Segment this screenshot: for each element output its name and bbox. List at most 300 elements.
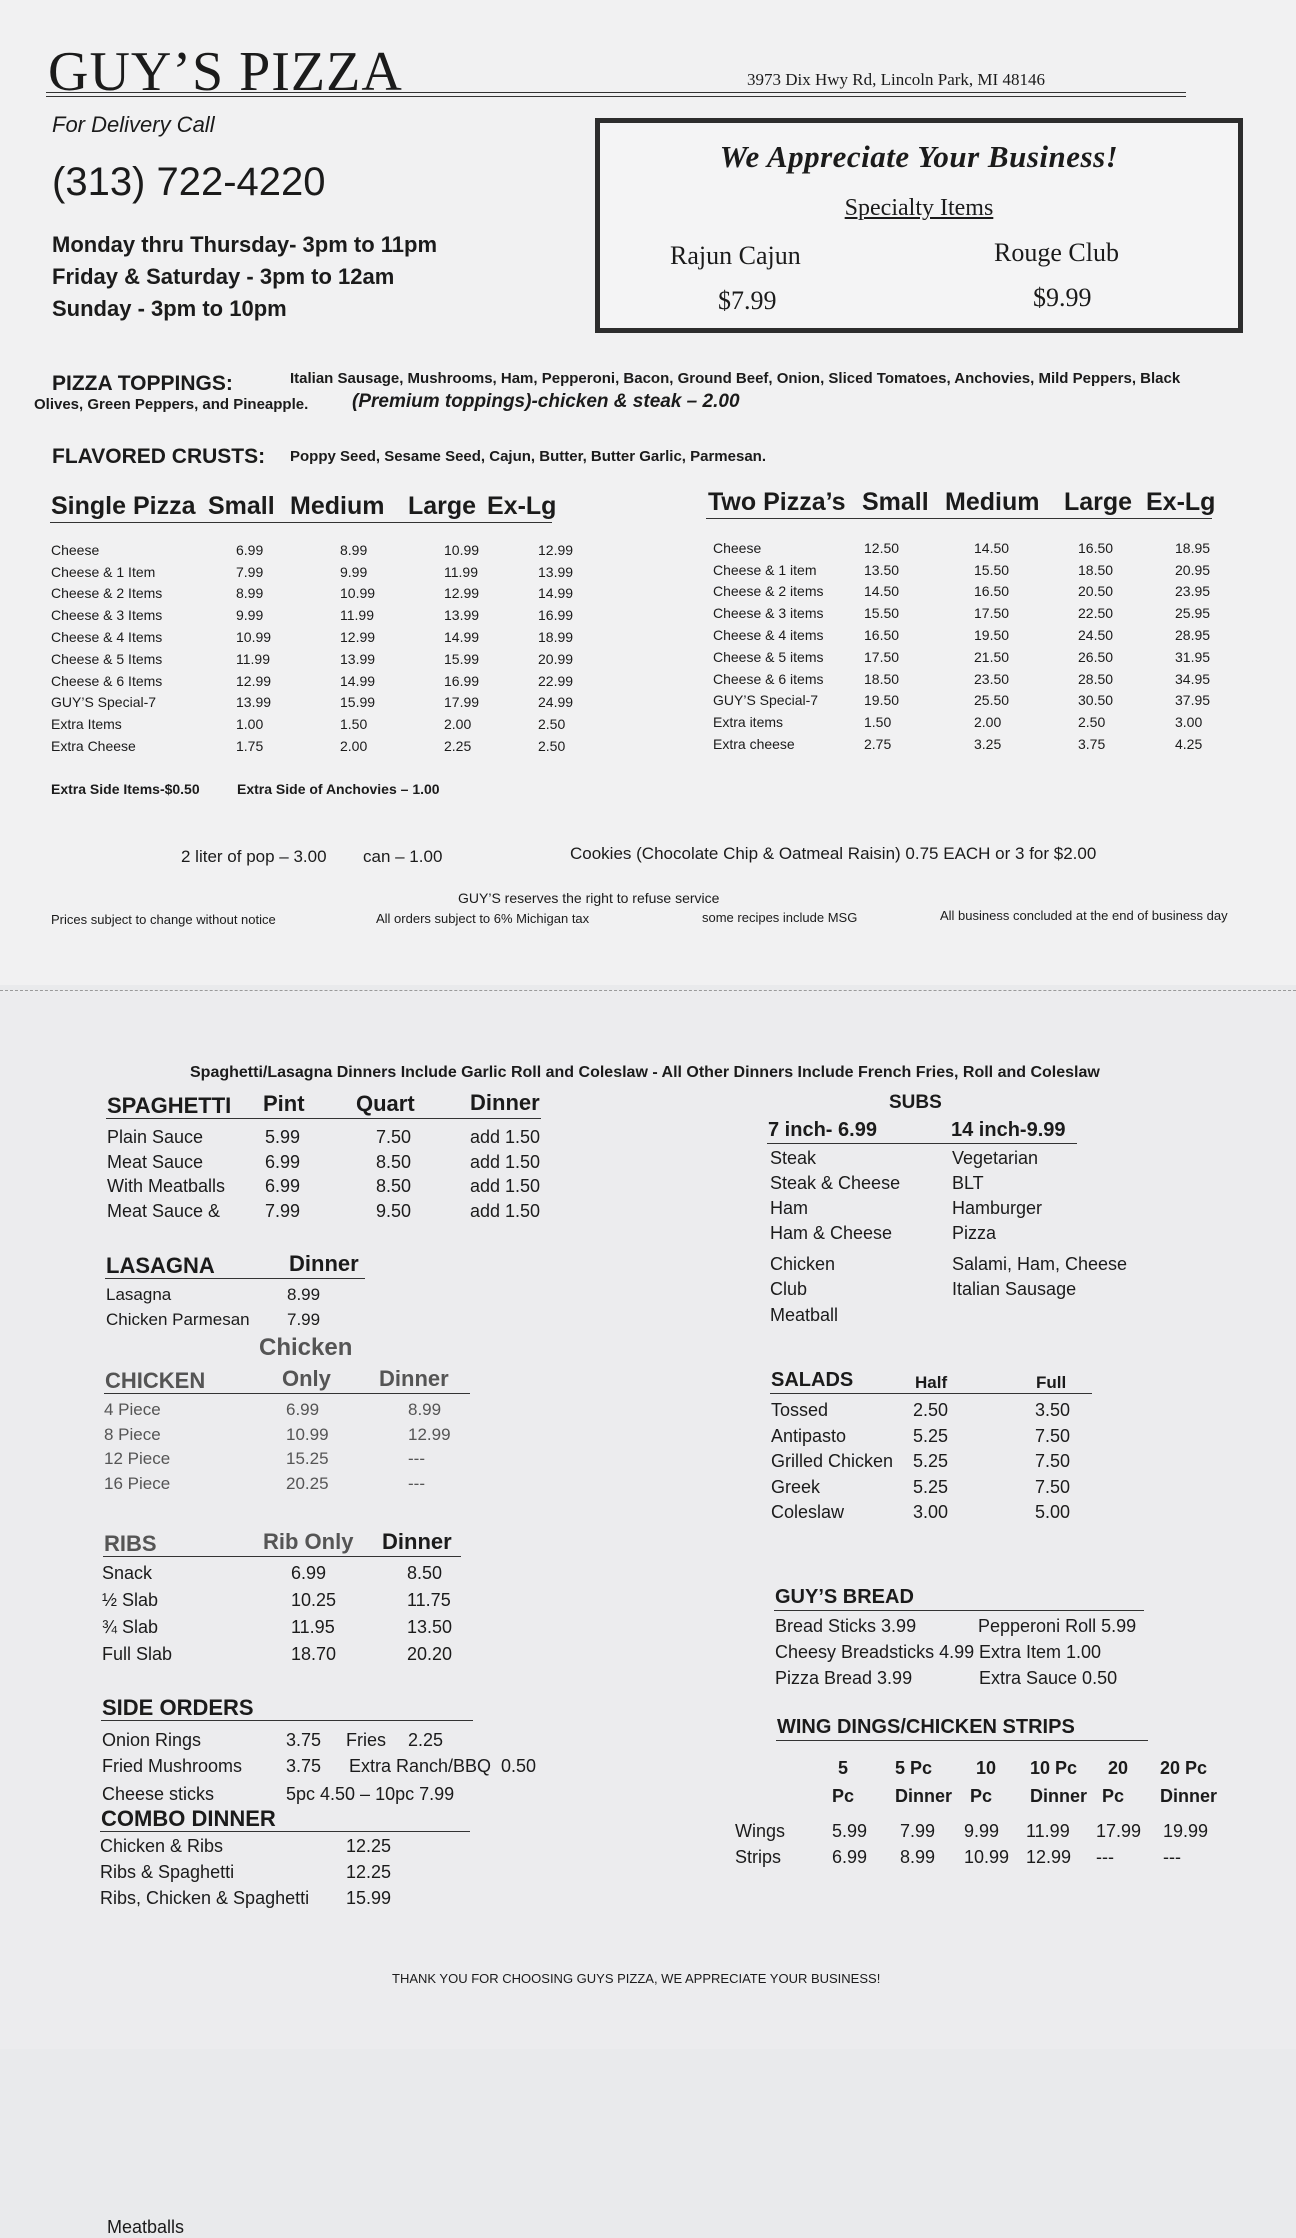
two-pizzas-row [713,690,1235,712]
toppings-label: PIZZA TOPPINGS: [52,372,233,395]
side-item-price: 3.75 [286,1756,322,1776]
wings-col-head: Dinner [1160,1786,1218,1806]
sub-item: Ham & Cheese [770,1223,893,1243]
side-orders-underline [101,1720,473,1721]
specialty-item-name: Rouge Club [994,238,1119,267]
item-price: 5.25 [913,1425,949,1446]
item-price: 2.50 [1078,714,1106,731]
item-price: 12.99 [408,1424,451,1444]
item-price: 6.99 [265,1176,301,1196]
item-price: 2.50 [913,1400,949,1420]
lasagna-heading: LASAGNA [106,1253,215,1278]
chicken-top-label: Chicken [259,1334,353,1361]
hours-weekday: Monday thru Thursday- 3pm to 11pm [52,232,438,257]
item-price: 2.00 [340,738,368,755]
item-price: 20.25 [286,1473,329,1493]
side-item-price: 3.75 [286,1730,322,1750]
item-price: 14.50 [864,583,900,600]
item-name: Strips [735,1847,782,1867]
item-name: ½ Slab [102,1590,159,1610]
item-price: 11.99 [340,607,374,624]
size-small-heading: Small [862,488,929,516]
item-price: 3.00 [1175,714,1203,731]
item-price: 25.50 [974,692,1010,709]
item-price: --- [408,1473,425,1493]
side-item-name: Fries [346,1730,386,1750]
item-price: 1.50 [864,714,892,731]
bread-item: Cheesy Breadsticks 4.99 [775,1642,975,1662]
item-price: 15.50 [864,605,900,622]
item-price: 6.99 [286,1400,320,1419]
item-price: 1.00 [236,716,264,733]
item-price: 18.99 [538,629,574,646]
item-name: Ribs & Spaghetti [100,1862,235,1882]
item-price: 11.75 [407,1590,451,1610]
item-price: 8.50 [407,1563,443,1583]
size-medium-heading: Medium [290,492,385,520]
pizza-menu-sheet [0,0,1296,985]
two-pizzas-underline [706,518,1212,519]
item-name: Cheese & 4 Items [51,629,163,646]
subs-heading: SUBS [889,1092,942,1113]
delivery-label: For Delivery Call [52,112,215,137]
wings-col-head: 5 [838,1758,849,1778]
item-price: 14.99 [340,672,376,689]
item-price: 15.99 [340,694,376,711]
item-name: Cheese [713,539,762,556]
item-price: 3.00 [913,1502,949,1522]
item-price: 16.99 [444,672,480,689]
item-name: Cheese & 3 items [713,605,824,622]
spaghetti-item-wrap: Meatballs [107,2217,185,2237]
size-large-heading: Large [408,492,477,520]
item-price: 8.99 [236,585,264,602]
item-price: 12.99 [538,541,574,558]
item-price: 2.75 [864,736,892,753]
dinners-note: Spaghetti/Lasagna Dinners Include Garlic Roll and Coleslaw - All Other Dinners Include French Fries, Roll and Coleslaw [190,1064,1100,1081]
item-price: 15.99 [346,1888,392,1908]
sub-item: Salami, Ham, Cheese [952,1254,1128,1274]
item-price: 24.50 [1078,627,1114,644]
item-price: 9.50 [376,1200,412,1221]
item-price: 5.25 [913,1476,949,1497]
wings-col-head: Pc [970,1786,993,1806]
bread-item: Extra Item 1.00 [979,1642,1102,1662]
item-price: 17.99 [444,694,480,711]
appreciation-headline: We Appreciate Your Business! [719,139,1119,174]
item-price: 17.99 [1096,1821,1142,1841]
item-name: Cheese & 5 items [713,648,824,665]
two-pizzas-row [713,733,1235,755]
salads-heading: SALADS [771,1369,854,1391]
item-price: 28.95 [1175,627,1211,644]
header-rule-2 [46,96,1186,97]
item-price: 22.99 [538,672,574,689]
item-price: 13.50 [864,561,900,578]
sub-item: Club [770,1279,808,1299]
item-name: Meat Sauce & [107,1200,221,1221]
item-price: 7.99 [236,563,264,580]
item-price: 20.95 [1175,561,1211,578]
wings-col-head: 20 [1108,1758,1129,1778]
item-price: 18.50 [1078,561,1114,578]
subs-14inch-price: 14 inch-9.99 [951,1119,1066,1141]
extra-side-items: Extra Side Items-$0.50 [51,781,200,797]
sub-item: Steak & Cheese [770,1173,901,1193]
item-price: 21.50 [974,648,1010,665]
salads-half-heading: Half [915,1373,948,1392]
item-price: 20.99 [538,650,574,667]
two-pizzas-row [713,711,1235,733]
item-price: 11.99 [236,650,270,667]
salads-full-heading: Full [1036,1373,1067,1392]
item-price: 13.50 [407,1617,453,1637]
wings-underline [776,1740,1148,1741]
size-medium-heading: Medium [945,488,1040,516]
item-price: 10.99 [444,541,480,558]
item-price: 1.50 [340,716,368,733]
restaurant-title: GUY’S PIZZA [48,41,403,103]
item-name: Grilled Chicken [771,1451,894,1471]
item-price: 13.99 [538,563,574,580]
item-price: 8.50 [376,1176,412,1196]
specialty-items-heading: Specialty Items [844,195,994,221]
single-pizza-underline [50,522,552,523]
item-price: 15.50 [974,561,1010,578]
item-price: 12.25 [346,1836,392,1856]
two-pizzas-table [713,537,1235,755]
bread-item: Pizza Bread 3.99 [775,1668,913,1688]
single-pizza-row [51,692,608,714]
item-name: Cheese & 3 Items [51,607,163,624]
item-name: Cheese & 6 Items [51,672,163,689]
chicken-dinner-heading: Dinner [379,1366,449,1391]
item-price: 15.25 [286,1449,329,1468]
item-name: Extra items [713,714,784,731]
item-price: 7.99 [287,1309,321,1329]
single-pizza-heading: Single Pizza [51,492,196,520]
size-exlg-heading: Ex-Lg [487,492,557,520]
item-name: ¾ Slab [102,1617,159,1637]
item-price: 31.95 [1175,648,1211,665]
item-price: 7.50 [1035,1451,1071,1471]
item-price: 14.99 [444,629,480,646]
item-price: 1.75 [236,738,264,755]
single-pizza-row [51,626,608,648]
item-name: Chicken & Ribs [100,1836,224,1856]
side-item-name: Extra Ranch/BBQ [349,1756,492,1776]
item-price: 2.00 [974,714,1002,731]
item-price: 4.25 [1175,736,1203,753]
side-item-name: Onion Rings [102,1730,202,1750]
item-price: 10.99 [340,585,376,602]
sub-item: Vegetarian [952,1148,1039,1168]
item-price: 12.99 [236,672,272,689]
sub-item: Hamburger [952,1198,1043,1218]
item-price: 11.99 [444,563,478,580]
item-price: 16.50 [864,627,900,644]
item-name: Cheese & 2 Items [51,585,163,602]
item-price: 30.50 [1078,692,1114,709]
single-pizza-table [51,539,608,757]
item-price: 10.99 [236,629,272,646]
toppings-list-cont: Olives, Green Peppers, and Pineapple. [34,396,309,413]
size-exlg-heading: Ex-Lg [1146,488,1216,516]
business-day-notice: All business concluded at the end of business day [940,908,1228,923]
side-item-price: 5pc 4.50 – 10pc 7.99 [286,1784,455,1804]
item-price: 18.95 [1175,539,1211,556]
ribs-heading: RIBS [104,1531,157,1556]
extra-side-anchovies: Extra Side of Anchovies – 1.00 [237,781,440,797]
salads-underline [770,1393,1092,1394]
item-price: 2.25 [444,738,472,755]
item-price: 7.50 [1035,1476,1071,1497]
item-price: 3.50 [1035,1400,1071,1420]
item-name: Cheese & 1 Item [51,563,156,580]
item-price: 2.50 [538,738,566,755]
bread-item: Pepperoni Roll 5.99 [978,1616,1137,1636]
item-price: 13.99 [340,650,376,667]
item-name: Antipasto [771,1425,847,1446]
size-large-heading: Large [1064,488,1133,516]
single-pizza-row [51,670,608,692]
item-price: 23.95 [1175,583,1211,600]
crusts-label: FLAVORED CRUSTS: [52,445,266,468]
item-name: Full Slab [102,1644,173,1664]
side-item-price: 0.50 [501,1756,537,1776]
chicken-underline [104,1393,470,1394]
item-price: 5.25 [913,1451,949,1471]
item-name: Cheese [51,541,100,558]
single-pizza-row [51,604,608,626]
item-price: add 1.50 [470,1200,541,1221]
item-price: 10.25 [291,1590,337,1610]
header-rule [46,92,1186,93]
specialty-item-price: $7.99 [718,286,777,315]
subs-underline [767,1143,1077,1144]
wings-col-head: Pc [832,1786,855,1806]
item-name: Snack [102,1563,153,1583]
item-price: 8.50 [376,1151,412,1172]
sub-item: Steak [770,1148,817,1168]
two-pizzas-row [713,581,1235,603]
lasagna-underline [105,1278,365,1279]
item-price: 6.99 [236,541,264,558]
item-price: 5.00 [1035,1502,1071,1522]
quart-heading: Quart [356,1091,415,1116]
item-name: Cheese & 6 items [713,670,824,687]
item-price: 9.99 [236,607,264,624]
item-name: Cheese & 1 item [713,561,817,578]
sub-item: Pizza [952,1223,997,1243]
item-price: 8.99 [900,1847,936,1867]
item-price: 3.75 [1078,736,1106,753]
item-price: 8.99 [408,1400,442,1419]
item-price: --- [1096,1847,1114,1867]
item-price: 16.50 [1078,539,1114,556]
wings-col-head: Dinner [895,1786,953,1806]
single-pizza-row [51,539,608,561]
item-price: 17.50 [974,605,1010,622]
specialty-item-name: Rajun Cajun [670,241,801,270]
item-price: 14.50 [974,539,1010,556]
cookies-price: Cookies (Chocolate Chip & Oatmeal Raisin) 0.75 EACH or 3 for $2.00 [570,844,1097,863]
sub-item: Ham [770,1198,809,1218]
item-name: Wings [735,1821,786,1841]
item-price: 20.20 [407,1644,453,1664]
item-price: 16.99 [538,607,574,624]
item-price: 25.95 [1175,605,1211,622]
item-price: 9.99 [964,1821,1000,1841]
item-price: 11.99 [1026,1821,1070,1841]
item-price: 18.70 [291,1644,337,1664]
lasagna-dinner-heading: Dinner [289,1251,359,1276]
item-name: Cheese & 2 items [713,583,824,600]
ribs-underline [103,1556,461,1557]
two-pizzas-row [713,559,1235,581]
item-name: Meat Sauce [107,1151,204,1172]
item-price: 5.99 [832,1821,868,1841]
chicken-only-heading: Only [282,1366,331,1391]
wings-heading: WING DINGS/CHICKEN STRIPS [777,1716,1075,1738]
wings-col-head: Dinner [1030,1786,1088,1806]
single-pizza-row [51,713,608,735]
two-pizzas-row [713,624,1235,646]
item-price: 15.99 [444,650,480,667]
item-price: 6.99 [291,1563,327,1583]
item-name: Cheese & 5 Items [51,650,163,667]
item-price: 5.99 [265,1127,301,1147]
wings-col-head: 10 [976,1758,997,1778]
item-price: --- [408,1449,425,1468]
item-price: 8.99 [340,541,368,558]
two-pizzas-row [713,668,1235,690]
subs-7inch-price: 7 inch- 6.99 [768,1119,877,1141]
msg-notice: some recipes include MSG [702,910,858,925]
item-price: 19.50 [864,692,900,709]
can-price: can – 1.00 [363,847,443,866]
item-name: Lasagna [106,1285,172,1304]
spaghetti-underline [106,1118,541,1119]
bread-heading: GUY’S BREAD [775,1586,914,1608]
price-change-notice: Prices subject to change without notice [51,912,276,927]
item-name: Chicken Parmesan [106,1309,250,1329]
sub-item: Italian Sausage [952,1279,1077,1299]
item-price: 7.50 [1035,1425,1071,1446]
item-price: 26.50 [1078,648,1114,665]
item-price: add 1.50 [470,1151,541,1172]
item-name: GUY’S Special-7 [51,694,157,711]
pop-price: 2 liter of pop – 3.00 [181,847,327,866]
item-name: Extra Cheese [51,738,136,755]
item-price: 12.99 [444,585,480,602]
item-price: 12.25 [346,1862,392,1882]
item-price: 12.50 [864,539,900,556]
item-price: 14.99 [538,585,574,602]
item-price: add 1.50 [470,1176,541,1196]
side-item-price: 2.25 [408,1730,444,1750]
item-price: 6.99 [832,1847,868,1867]
bread-item: Bread Sticks 3.99 [775,1616,917,1636]
item-name: Extra Items [51,716,122,733]
item-price: 7.99 [265,1200,301,1221]
item-name: 16 Piece [104,1473,171,1493]
single-pizza-row [51,561,608,583]
item-name: GUY’S Special-7 [713,692,819,709]
side-orders-heading: SIDE ORDERS [102,1695,254,1720]
wings-col-head: 20 Pc [1160,1758,1208,1778]
side-item-name: Fried Mushrooms [102,1756,243,1776]
item-name: 8 Piece [104,1424,161,1444]
item-name: Extra cheese [713,736,795,753]
specialty-item-price: $9.99 [1033,283,1092,312]
sub-item: Chicken [770,1254,836,1274]
item-price: add 1.50 [470,1127,541,1147]
item-name: Plain Sauce [107,1127,204,1147]
item-price: 6.99 [265,1151,301,1172]
phone-number[interactable]: (313) 722-4220 [52,160,326,204]
rib-only-heading: Rib Only [263,1529,354,1554]
item-price: 16.50 [974,583,1010,600]
item-name: Coleslaw [771,1502,845,1522]
item-name: 4 Piece [104,1400,161,1419]
footer-thanks: THANK YOU FOR CHOOSING GUYS PIZZA, WE APPRECIATE YOUR BUSINESS! [392,1971,881,1986]
wings-col-head: 5 Pc [895,1758,933,1778]
hours-sunday: Sunday - 3pm to 10pm [52,296,287,321]
item-price: 2.50 [538,716,566,733]
item-price: 7.50 [376,1127,412,1147]
item-price: --- [1163,1847,1181,1867]
item-name: Ribs, Chicken & Spaghetti [100,1888,310,1908]
dinner-heading: Dinner [470,1090,540,1115]
item-price: 10.99 [286,1424,329,1444]
premium-toppings: (Premium toppings)-chicken & steak – 2.00 [352,391,740,412]
single-pizza-row [51,735,608,757]
single-pizza-row [51,648,608,670]
item-price: 12.99 [1026,1847,1072,1867]
item-price: 37.95 [1175,692,1211,709]
restaurant-address: 3973 Dix Hwy Rd, Lincoln Park, MI 48146 [747,70,1045,89]
item-price: 11.95 [291,1617,335,1637]
item-price: 7.99 [900,1821,936,1841]
item-price: 3.25 [974,736,1002,753]
item-price: 22.50 [1078,605,1114,622]
item-price: 9.99 [340,563,368,580]
item-price: 13.99 [236,694,272,711]
item-price: 19.99 [1163,1821,1209,1841]
item-name: Greek [771,1476,821,1497]
appreciation-box [595,118,1243,333]
hours-fri-sat: Friday & Saturday - 3pm to 12am [52,264,395,289]
item-price: 34.95 [1175,670,1211,687]
ribs-dinner-heading: Dinner [382,1529,452,1554]
item-name: 12 Piece [104,1449,171,1468]
pint-heading: Pint [263,1091,305,1116]
item-price: 13.99 [444,607,480,624]
chicken-heading: CHICKEN [105,1368,206,1393]
two-pizzas-row [713,537,1235,559]
sub-item: Meatball [770,1305,839,1325]
two-pizzas-heading: Two Pizza’s [708,488,846,516]
bread-underline [774,1610,1144,1611]
crusts-list: Poppy Seed, Sesame Seed, Cajun, Butter, Butter Garlic, Parmesan. [290,448,767,465]
spaghetti-heading: SPAGHETTI [107,1093,232,1118]
side-item-name: Cheese sticks [102,1784,215,1804]
toppings-list: Italian Sausage, Mushrooms, Ham, Pepperoni, Bacon, Ground Beef, Onion, Sliced Tomatoes, Anchovies, Mild Peppers, Black [290,370,1181,387]
wings-col-head: 10 Pc [1030,1758,1078,1778]
tax-notice: All orders subject to 6% Michigan tax [376,911,590,926]
item-price: 17.50 [864,648,900,665]
